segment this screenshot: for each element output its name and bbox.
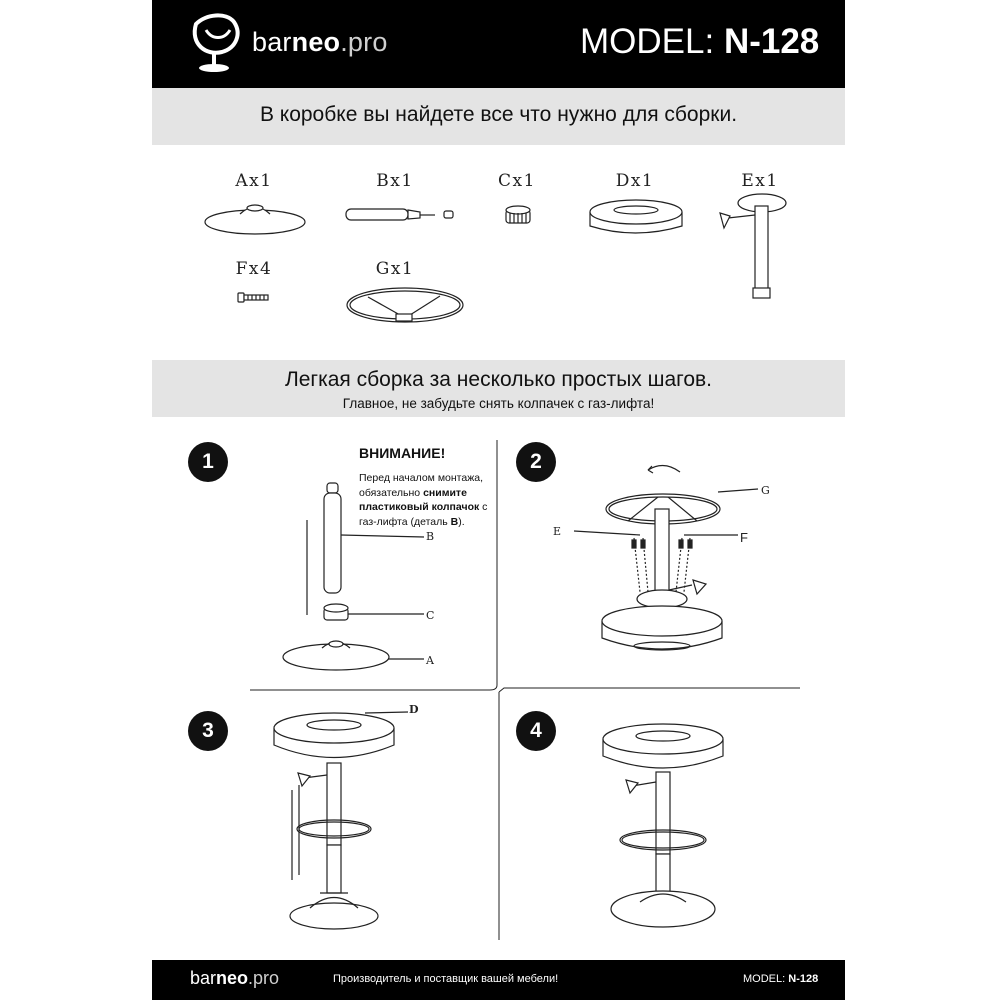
foot-ring-icon	[347, 288, 463, 322]
part-label-g: Gx1	[375, 259, 415, 279]
base-disc-icon	[205, 205, 305, 234]
step-3-badge: 3	[188, 711, 228, 751]
divider-2	[499, 688, 800, 692]
warning-title: ВНИМАНИЕ!	[359, 445, 446, 461]
step-4-badge: 4	[516, 711, 556, 751]
part-label-a: Ax1	[235, 171, 273, 191]
callout-d: D	[409, 703, 419, 716]
step-1-badge: 1	[188, 442, 228, 482]
gas-lift-icon	[346, 209, 453, 220]
header-model: MODEL: N-128	[580, 22, 820, 61]
callout-e: E	[553, 525, 562, 538]
callout-b: B	[426, 530, 435, 543]
callout-c: C	[426, 609, 435, 622]
callout-g: G	[761, 484, 770, 497]
footer-tagline: Производитель и поставщик вашей мебели!	[333, 973, 559, 985]
box-contents-band	[152, 88, 845, 145]
box-contents-title: В коробке вы найдете все что нужно для сборки.	[259, 103, 738, 126]
footer-model: MODEL: N-128	[743, 973, 819, 985]
assembly-title: Легкая сборка за несколько простых шагов.	[284, 368, 713, 391]
callout-a: A	[426, 654, 434, 667]
header-brand: barneo.pro	[252, 27, 388, 57]
step-3-diagram	[274, 712, 408, 929]
step-2-badge: 2	[516, 442, 556, 482]
screw-icon	[238, 293, 268, 302]
part-label-b: Bx1	[376, 171, 414, 191]
assembly-band	[152, 360, 845, 417]
step-2-diagram	[574, 465, 758, 650]
step-4-diagram	[603, 724, 723, 927]
seat-mechanism-icon	[720, 194, 786, 298]
part-label-d: Dx1	[615, 171, 655, 191]
warning-text: Перед началом монтажа, обязательно снимите пластиковый колпачок с газ-лифта (деталь B).	[359, 472, 488, 529]
callout-f: F	[740, 530, 748, 545]
assembly-subtitle: Главное, не забудьте снять колпачек с газ-лифта!	[342, 396, 655, 411]
footer-brand: barneo.pro	[190, 968, 280, 988]
part-label-c: Cx1	[498, 171, 536, 191]
part-label-f: Fx4	[235, 259, 273, 279]
seat-cushion-icon	[590, 200, 682, 233]
part-label-e: Ex1	[741, 171, 779, 191]
bearing-cap-icon	[506, 206, 530, 223]
